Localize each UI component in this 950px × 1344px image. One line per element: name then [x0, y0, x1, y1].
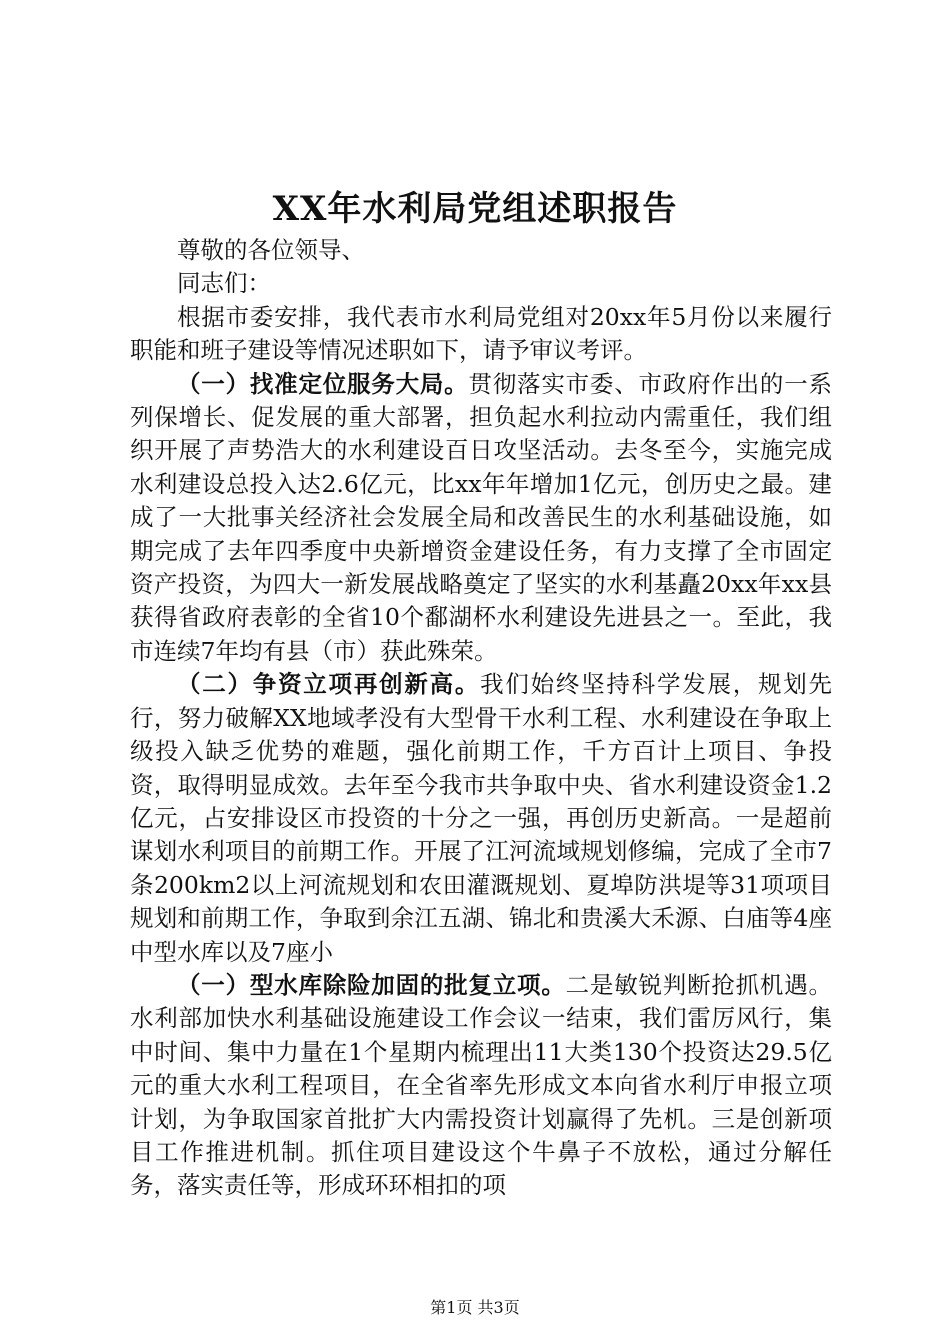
section-1-heading: （一）找准定位服务大局。 [177, 369, 469, 398]
section-2-paragraph [130, 668, 832, 969]
section-2-heading: （二）争资立项再创新高。 [177, 670, 481, 699]
section-3-heading: （一）型水库除险加固的批复立项。 [177, 970, 566, 999]
section-3-paragraph [130, 969, 832, 1203]
salutation-line-2: 同志们： [177, 269, 271, 298]
section-1-paragraph [130, 368, 832, 669]
document-body [130, 234, 832, 1203]
intro-paragraph: 根据市委安排，我代表市水利局党组对20xx年5月份以来履行职能和班子建设等情况述职如下，请予审议考评。 [130, 302, 832, 365]
salutation-line-1: 尊敬的各位领导、 [177, 236, 365, 264]
document-title: XX年水利局党组述职报告 [272, 189, 678, 229]
section-2-text: 我们始终坚持科学发展，规划先行，努力破解XX地域孝没有大型骨干水利工程、水利建设在争取上级投入缺乏优势的难题，强化前期工作，千方百计上项目、争投资，取得明显成效。去年至今我市共争取中央、省水利建设资金1.2亿元，占安排设区市投资的十分之一强，再创历史新高。一是超前谋划水利项目的前期工作。开展了江河流域规划修编，完成了全市7条200km2以上河流规划和农田灌溉规划、夏埠防洪堤等31项项目规划和前期工作，争取到余江五湖、锦北和贵溪大禾源、白庙等4座中型水库以及7座小 [130, 670, 833, 966]
page-footer: 第1页 共3页 [430, 1298, 520, 1317]
section-1-text: 贯彻落实市委、市政府作出的一系列保增长、促发展的重大部署，担负起水利拉动内需重任，我们组织开展了声势浩大的水利建设百日攻坚活动。去冬至今，实施完成水利建设总投入达2.6亿元，比xx年年增加1亿元，创历史之最。建成了一大批事关经济社会发展全局和改善民生的水利基础设施，如期完成了去年四季度中央新增资金建设任务，有力支撑了全市固定资产投资，为四大一新发展战略奠定了坚实的水利基矗20xx年xx县获得省政府表彰的全省10个鄱湖杯水利建设先进县之一。至此，我市连续7年均有县（市）获此殊荣。 [130, 369, 833, 665]
section-3-text: 二是敏锐判断抢抓机遇。水利部加快水利基础设施建设工作会议一结束，我们雷厉风行，集中时间、集中力量在1个星期内梳理出11大类130个投资达29.5亿元的重大水利工程项目，在全省率先形成文本向省水利厅申报立项计划，为争取国家首批扩大内需投资计划赢得了先机。三是创新项目工作推进机制。抓住项目建设这个牛鼻子不放松，通过分解任务，落实责任等，形成环环相扣的项 [130, 970, 833, 1200]
